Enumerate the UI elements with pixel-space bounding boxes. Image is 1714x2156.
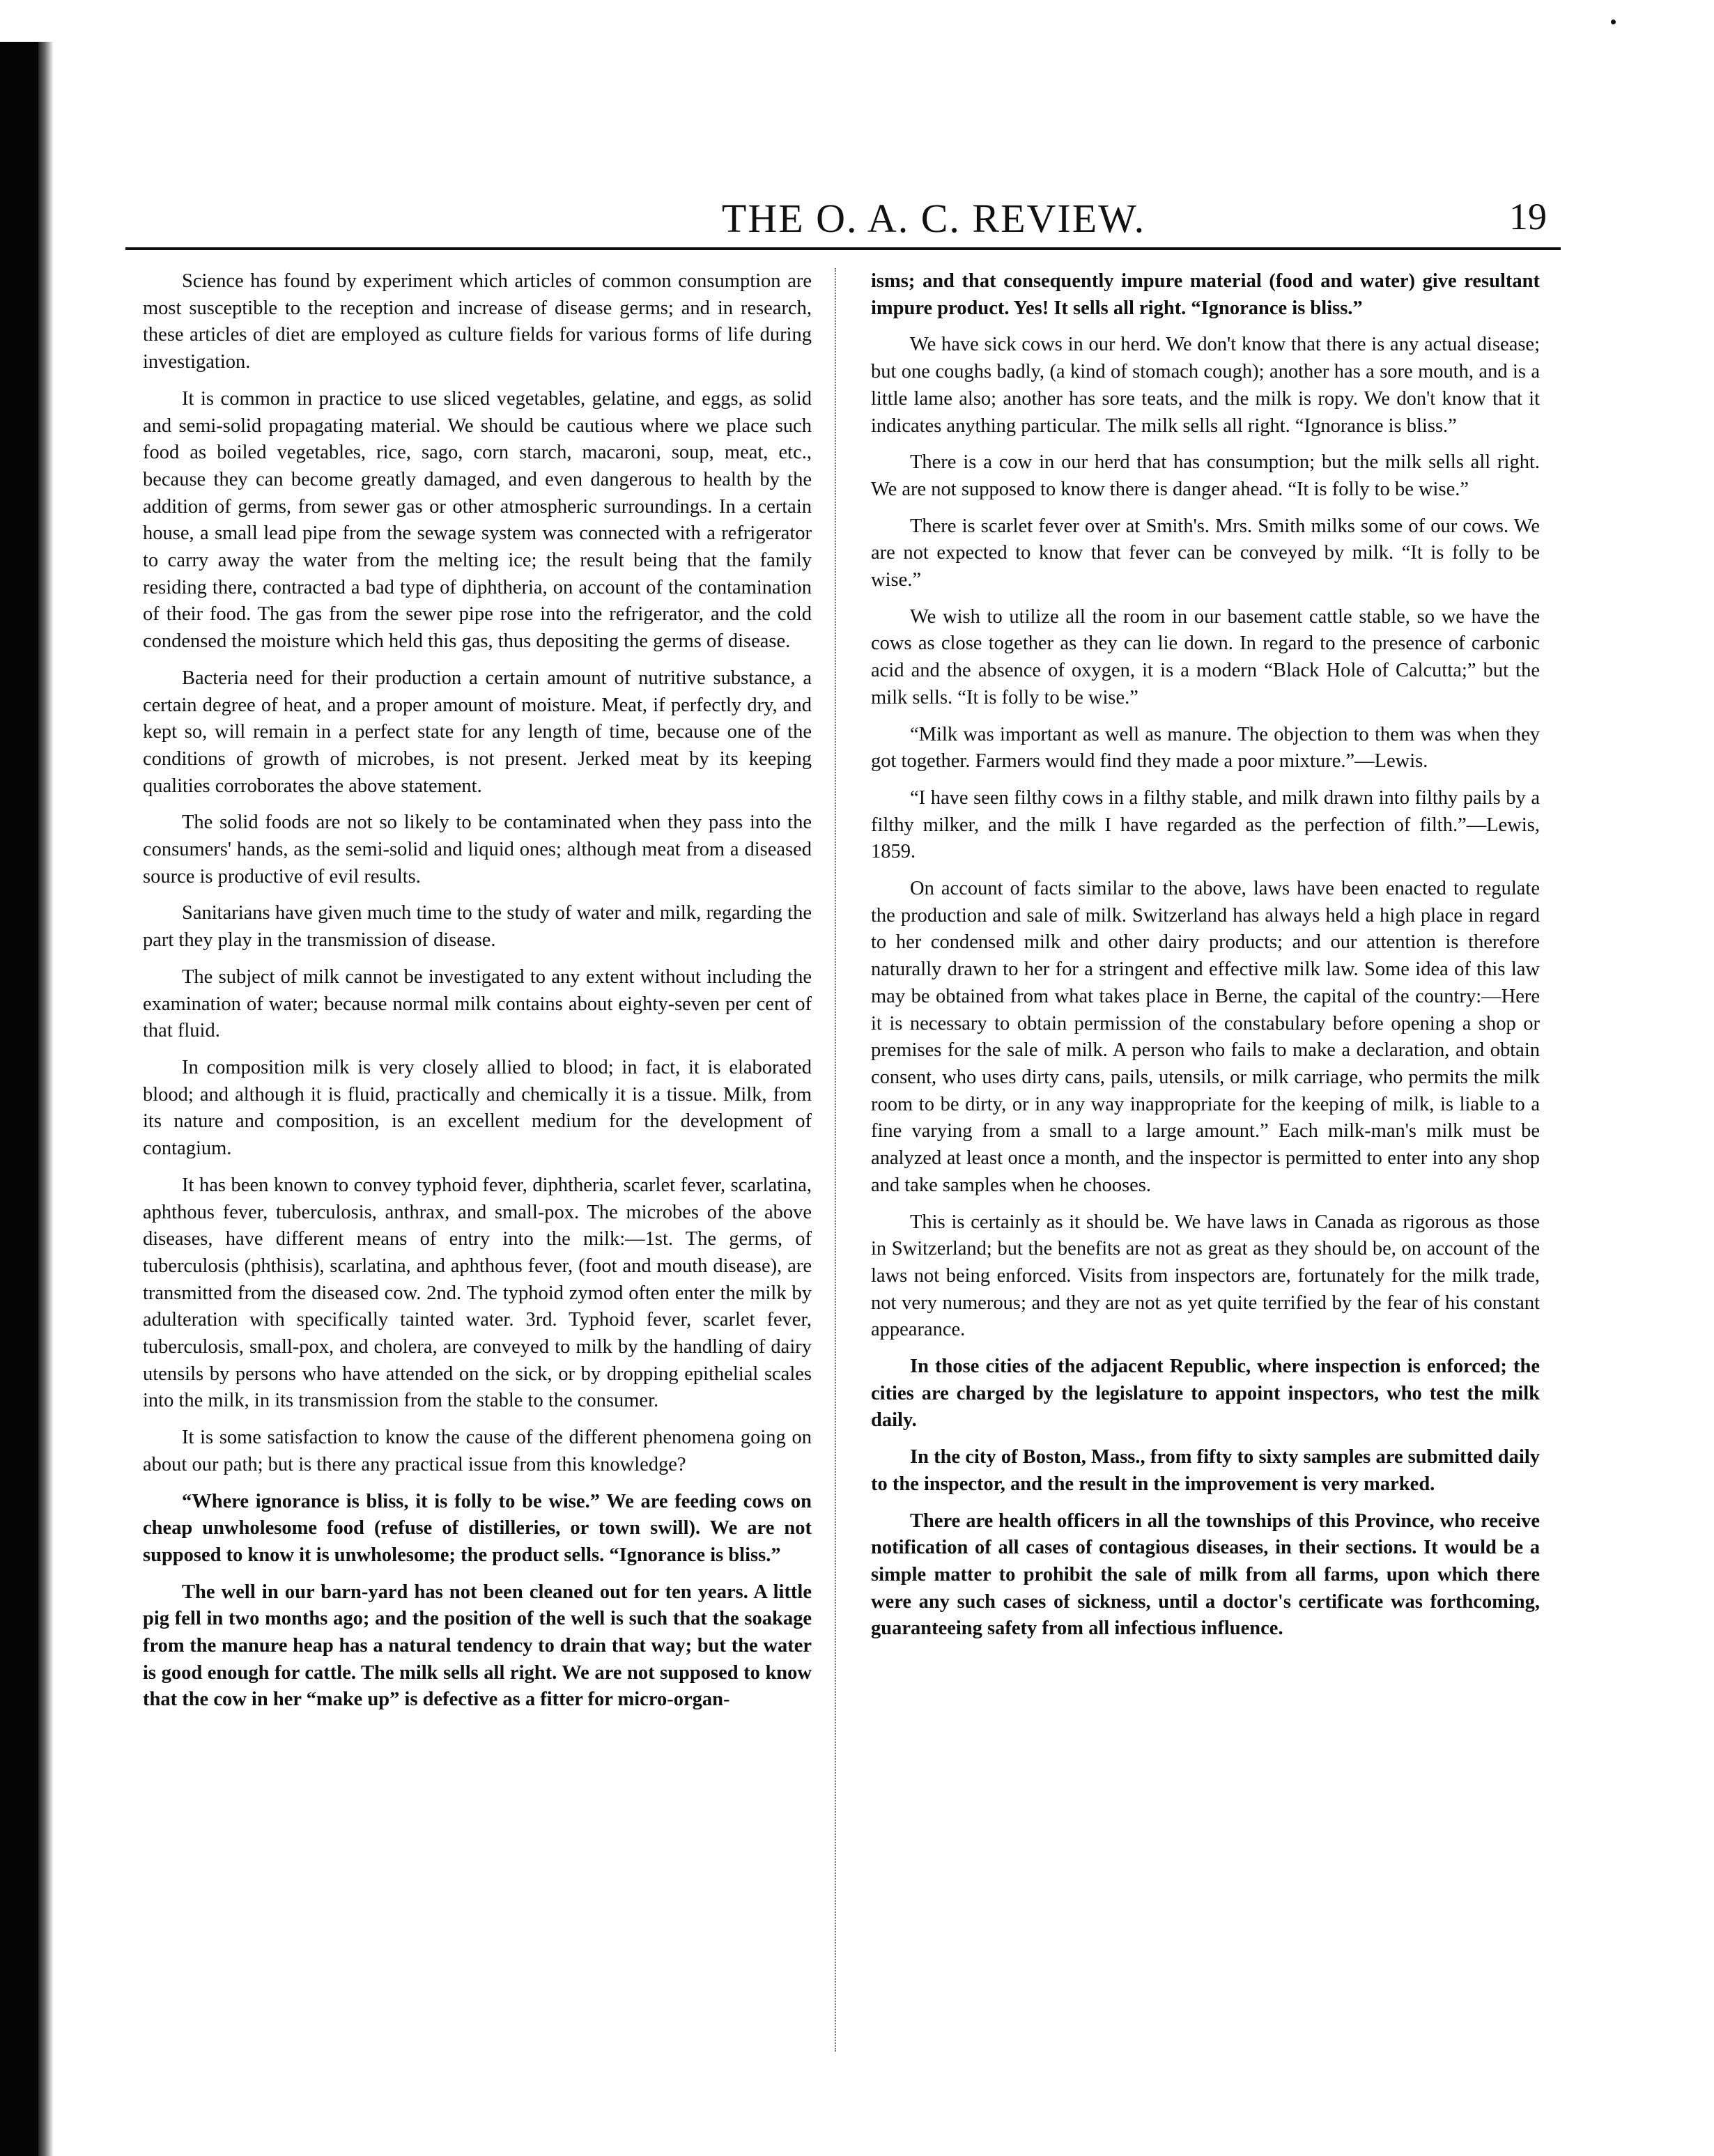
page-number: 19 (1509, 196, 1547, 238)
paragraph: In composition milk is very closely allied to blood; in fact, it is elaborated blood; and although it is fluid, practically and chemically it is a tissue. Milk, from its nature and composition, is an excellent medium for the development of contagium. (143, 1056, 812, 1160)
page-header (125, 195, 1561, 251)
paragraph: It has been known to convey typhoid fever, diphtheria, scarlet fever, scarlatina, aphthous fever, tuberculosis, anthrax, and small-pox. The microbes of the above diseases, have different means of entry into the milk:—1st. The germs, of tuberculosis (phthisis), scarlatina, and aphthous fever, (foot and mouth disease), are transmitted from the diseased cow. 2nd. The typhoid zymod often enter the milk by adulteration with specifically tainted water. 3rd. Typhoid fever, scarlet fever, tuberculosis, small-pox, and cholera, are conveyed to milk by the handling of dairy utensils by persons who have attended on the sick, or by dropping epithelial scales into the milk, in its transmission from the stable to the consumer. (143, 1174, 812, 1412)
paragraph: In the city of Boston, Mass., from fifty to sixty samples are submitted daily to the inspector, and the result in the improvement is very marked. (871, 1446, 1540, 1495)
paragraph: The well in our barn-yard has not been cleaned out for ten years. A little pig fell in two months ago; and the position of the well is such that the soakage from the manure heap has a natural tendency to drain that way; but the water is good enough for cattle. The milk sells all right. We are not supposed to know that the cow in her “make up” is defective as a fitter for micro-organ- (143, 1581, 812, 1711)
binding-shadow (38, 42, 54, 2156)
paragraph: The subject of milk cannot be investigated to any extent without including the examination of water; because normal milk contains about eighty-seven per cent of that fluid. (143, 965, 812, 1042)
paragraph: It is some satisfaction to know the cause of the different phenomena going on about our path; but is there any practical issue from this knowledge? (143, 1427, 812, 1475)
page-binding-edge (0, 42, 42, 2156)
paragraph: It is common in practice to use sliced vegetables, gelatine, and eggs, as solid and semi-solid propagating material. We should be cautious where we place such food as boiled vegetables, rice, sago, corn starch, macaroni, soup, meat, etc., because they can become greatly damaged, and even dangerous to health by the addition of germs, from sewer gas or other atmospheric surroundings. In a certain house, a small lead pipe from the sewage system was connected with a refrigerator to carry away the water from the melting ice; the result being that the family residing there, contracted a bad type of diphtheria, on account of the contamination of their food. The gas from the sewer pipe rose into the refrigerator, and the cold condensed the moisture which held this gas, thus depositing the germs of disease. (143, 387, 812, 653)
paragraph: We wish to utilize all the room in our basement cattle stable, so we have the cows as close together as they can lie down. In regard to the presence of carbonic acid and the absence of oxygen, it is a modern “Black Hole of Calcutta;” but the milk sells. “It is folly to be wise.” (871, 605, 1540, 708)
paragraph: This is certainly as it should be. We have laws in Canada as rigorous as those in Switzerland; but the benefits are not as great as they should be, on account of the laws not being enforced. Visits from inspectors are, fortunately for the milk trade, not very numerous; and they are not as yet quite terrified by the fear of his constant appearance. (871, 1211, 1540, 1341)
left-column (143, 268, 812, 2052)
right-column (871, 268, 1540, 2052)
paragraph: Bacteria need for their production a certain amount of nutritive substance, a certain degree of heat, and a proper amount of moisture. Meat, if perfectly dry, and kept so, will remain in a perfect state for any length of time, because one of the conditions of growth of microbes, is not present. Jerked meat by its keeping qualities corroborates the above statement. (143, 667, 812, 797)
paragraph: “I have seen filthy cows in a filthy stable, and milk drawn into filthy pails by a filthy milker, and the milk I have regarded as the perfection of filth.”—Lewis, 1859. (871, 786, 1540, 863)
paragraph: “Where ignorance is bliss, it is folly to be wise.” We are feeding cows on cheap unwholesome food (refuse of distilleries, or town swill). We are not supposed to know it is unwholesome; the product sells. “Ignorance is bliss.” (143, 1490, 812, 1566)
paragraph: The solid foods are not so likely to be contaminated when they pass into the consumers' hands, as the semi-solid and liquid ones; although meat from a diseased source is productive of evil results. (143, 812, 812, 887)
paragraph: There are health officers in all the townships of this Province, who receive notification of all cases of contagious diseases, in their sections. It would be a simple matter to prohibit the sale of milk from all farms, upon which there were any such cases of sickness, until a doctor's certificate was forthcoming, guaranteeing safety from all infectious influence. (871, 1510, 1540, 1640)
paragraph: There is scarlet fever over at Smith's. Mrs. Smith milks some of our cows. We are not expected to know that fever can be conveyed by milk. “It is folly to be wise.” (871, 515, 1540, 591)
column-divider (835, 268, 836, 2052)
paragraph: We have sick cows in our herd. We don't know that there is any actual disease; but one coughs badly, (a kind of stomach cough); another has a sore mouth, and is a little lame also; another has sore teats, and the milk is ropy. We don't know that it indicates anything particular. The milk sells all right. “Ignorance is bliss.” (871, 334, 1540, 437)
scan-speck (1611, 20, 1616, 24)
paragraph: Sanitarians have given much time to the study of water and milk, regarding the part they play in the transmission of disease. (143, 902, 812, 952)
paragraph: Science has found by experiment which articles of common consumption are most susceptible to the reception and increase of disease germs; and in research, these articles of diet are employed as culture fields for various forms of life during investigation. (143, 270, 812, 373)
paragraph: There is a cow in our herd that has consumption; but the milk sells all right. We are not supposed to know there is danger ahead. “It is folly to be wise.” (871, 451, 1540, 500)
paragraph: “Milk was important as well as manure. The objection to them was when they got together. Farmers would find they made a poor mixture.”—Lewis. (871, 723, 1540, 773)
header-rule (125, 247, 1561, 250)
paragraph: In those cities of the adjacent Republic, where inspection is enforced; the cities are charged by the legislature to appoint inspectors, who test the milk daily. (871, 1356, 1540, 1432)
paragraph: On account of facts similar to the above, laws have been enacted to regulate the production and sale of milk. Switzerland has always held a high place in regard to her condensed milk and other dairy products; and our attention is therefore naturally drawn to her for a stringent and effective milk law. Some idea of this law may be obtained from what takes place in Berne, the capital of the country:—Here it is necessary to obtain permission of the constabulary before opening a shop or premises for the sale of milk. A person who fails to make a declaration, and obtain consent, who uses dirty cans, pails, utensils, or milk carriage, who permits the milk room to be dirty, or in any way inappropriate for the keeping of milk, is liable to a fine varying from a small to a large amount.” Each milk-man's milk must be analyzed at least once a month, and the inspector is permitted to enter into any shop and take samples when he chooses. (871, 878, 1540, 1196)
running-title: THE O. A. C. REVIEW. (721, 196, 1146, 241)
paragraph: isms; and that consequently impure material (food and water) give resultant impure product. Yes! It sells all right. “Ignorance is bliss.” (871, 270, 1540, 319)
